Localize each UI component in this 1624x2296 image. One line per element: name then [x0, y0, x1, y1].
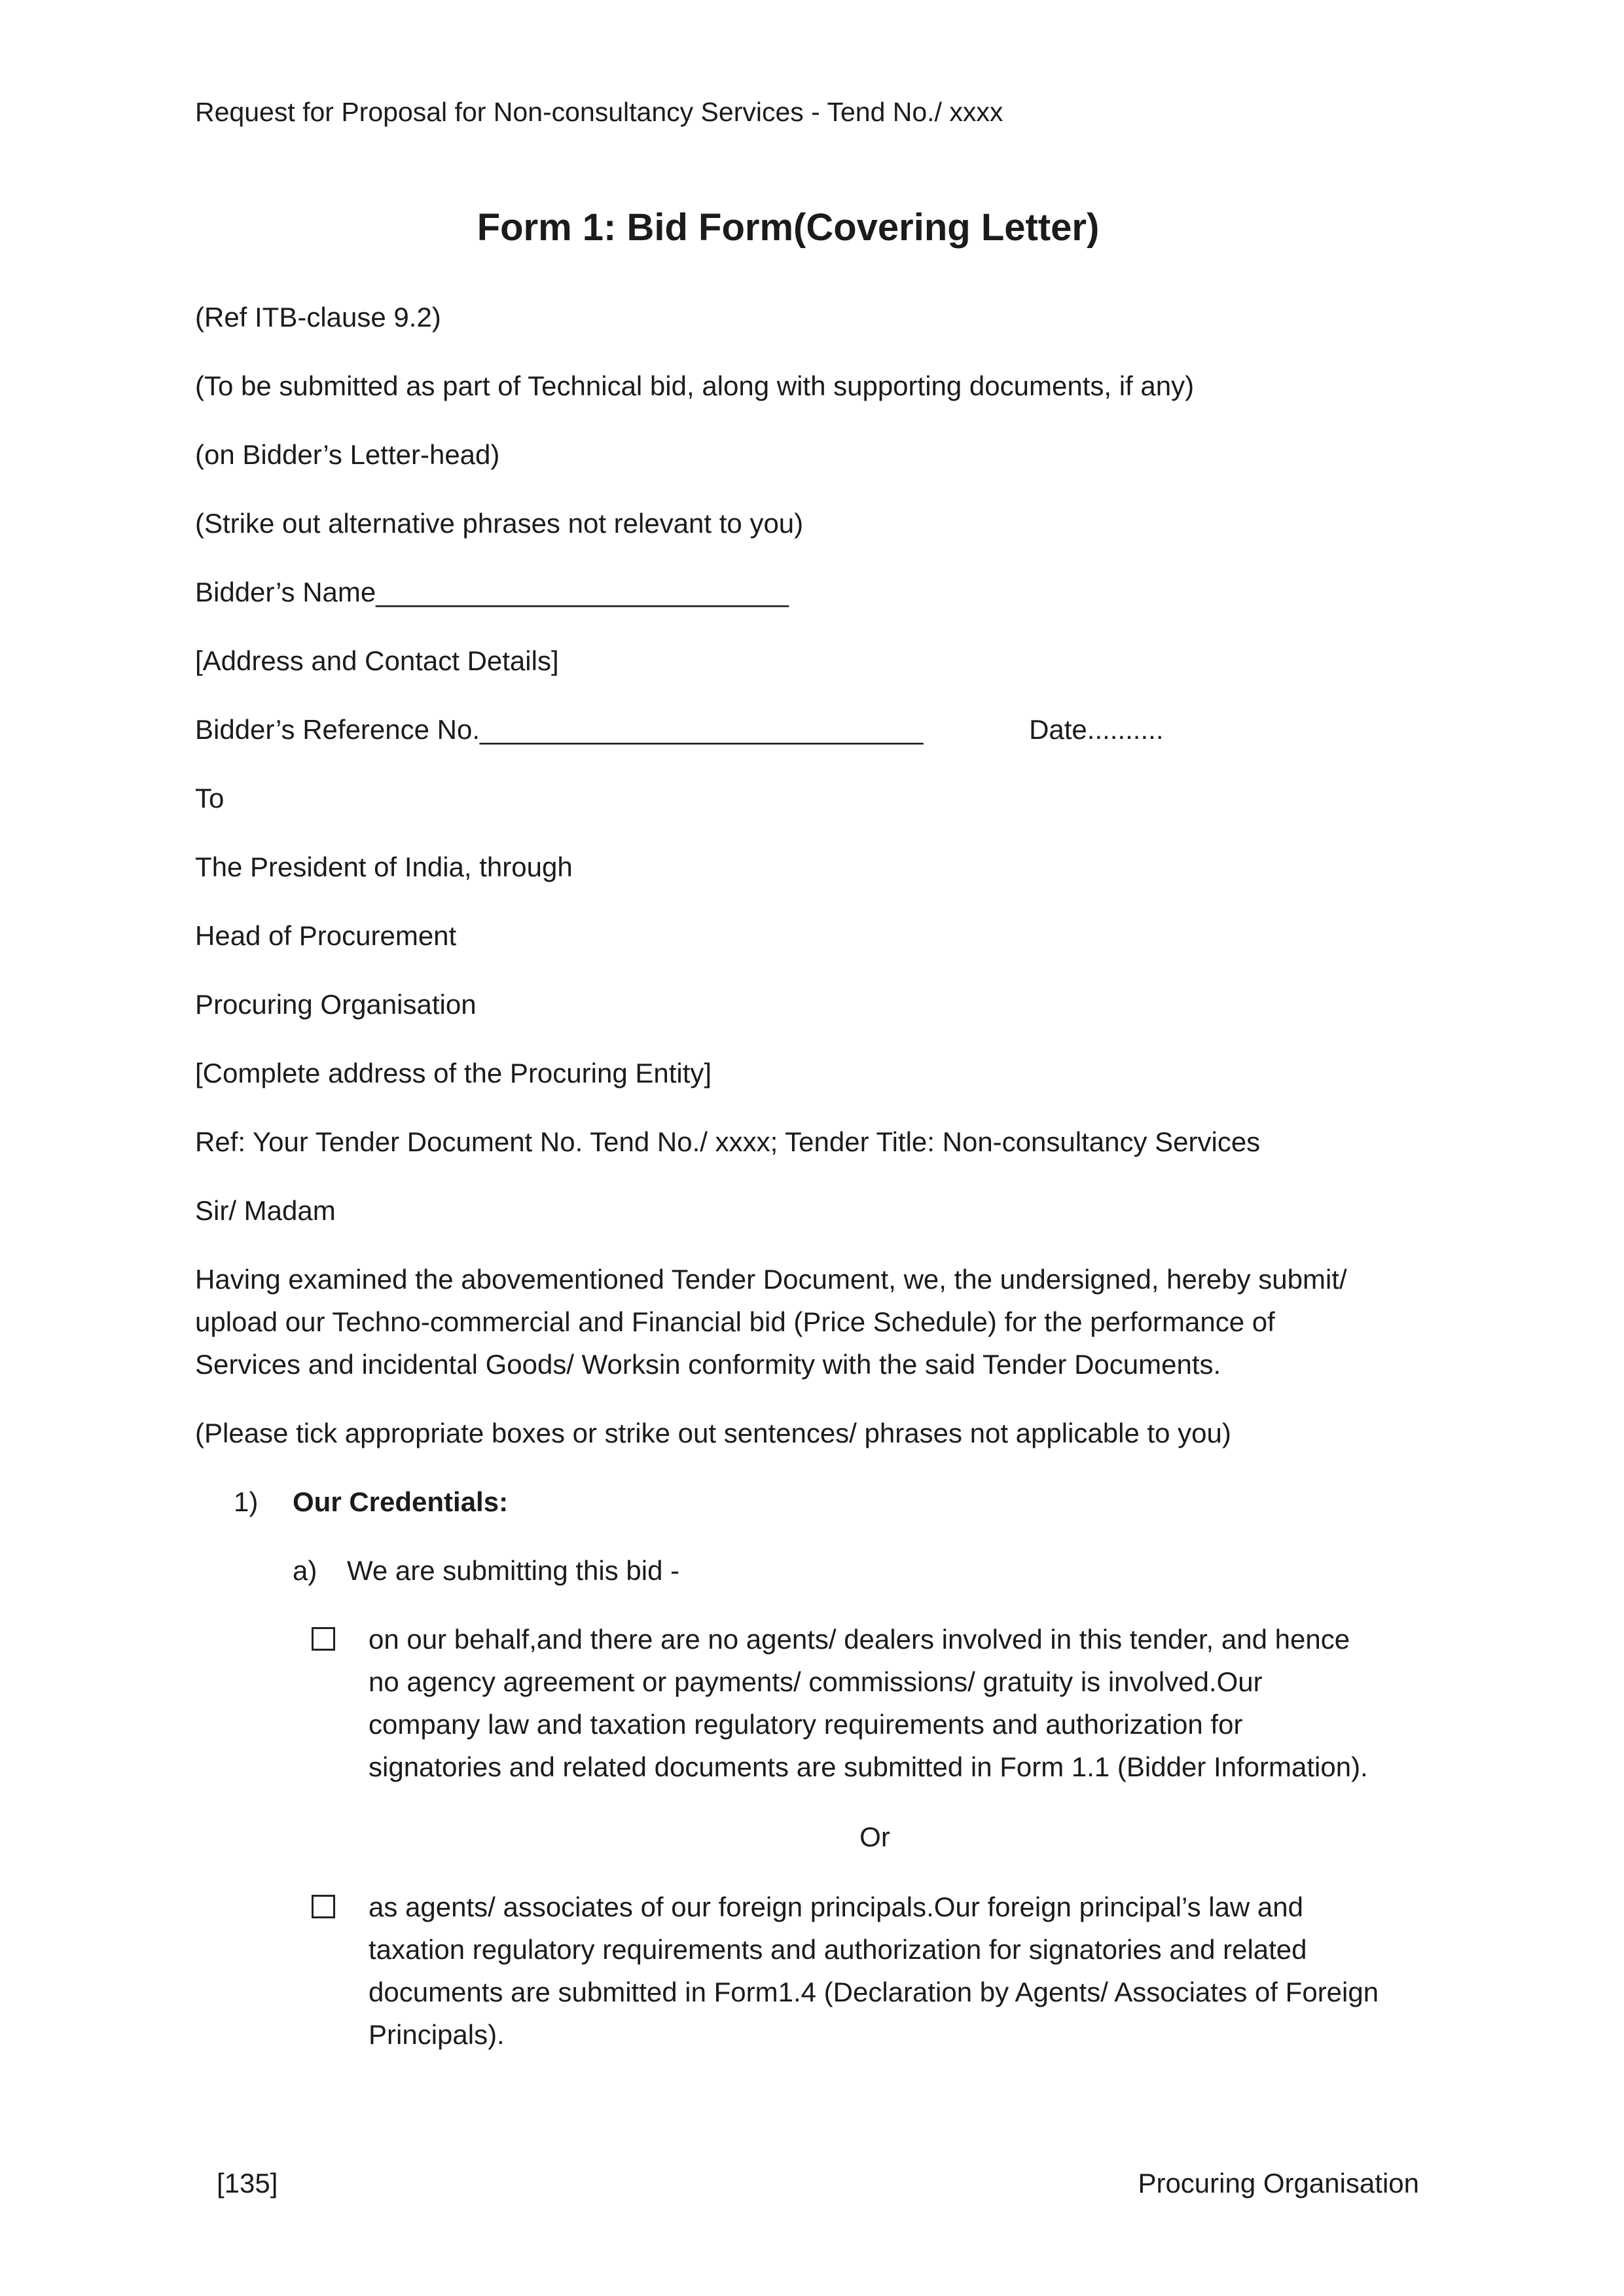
bidder-name-line: Bidder’s Name___________________________: [195, 577, 789, 607]
paragraph-salutation: Sir/ Madam: [195, 1195, 336, 1226]
paragraph-ref-itb: (Ref ITB-clause 9.2): [195, 302, 441, 332]
paragraph-submit-note: (To be submitted as part of Technical bid, along with supporting documents, if any): [195, 370, 1195, 401]
list-item-credentials: [234, 1480, 1381, 1523]
paragraph-letterhead: (on Bidder’s Letter-head): [195, 439, 500, 470]
checkbox-icon: [312, 1627, 335, 1651]
footer-org-name: Procuring Organisation: [1138, 2168, 1419, 2198]
paragraph-president: The President of India, through: [195, 852, 573, 882]
date-field: Date..........: [1029, 714, 1164, 745]
option-foreign-principals-text: as agents/ associates of our foreign principals.Our foreign principal’s law and taxation regulatory requirements and authorization for signatories and related documents are submitted in Form1.4 (Declaration by Agents/ Associates of Foreign Principals).: [369, 1892, 1379, 2050]
list-number: 1): [234, 1486, 259, 1517]
option-foreign-principals: [312, 1886, 1381, 2056]
page-number: [135]: [217, 2168, 278, 2198]
submitting-bid-text: We are submitting this bid -: [347, 1555, 680, 1586]
running-header: Request for Proposal for Non-consultancy Services - Tend No./ xxxx: [195, 97, 1003, 127]
option-own-behalf-text: on our behalf,and there are no agents/ dealers involved in this tender, and hence no agency agreement or payments/ commissions/ gratuity is involved.Our company law and taxation regulatory requirements and authorization for signatories and related documents are submitted in Form 1.1 (Bidder Information).: [369, 1624, 1368, 1782]
list-item-submitting-bid: [293, 1549, 1381, 1592]
paragraph-strike-note: (Strike out alternative phrases not relevant to you): [195, 508, 804, 539]
paragraph-having-examined: Having examined the abovementioned Tender Document, we, the undersigned, hereby submit/ upload our Techno-commercial and Financial bid (Price Schedule) for the performance of Services and incidental Goods/ Worksin conformity with the said Tender Documents.: [195, 1264, 1347, 1380]
paragraph-to: To: [195, 783, 225, 814]
reference-date-line: [195, 708, 1381, 751]
paragraph-tick-note: (Please tick appropriate boxes or strike out sentences/ phrases not applicable to you): [195, 1418, 1231, 1448]
paragraph-procuring-org: Procuring Organisation: [195, 989, 477, 1020]
paragraph-entity-address: [Complete address of the Procuring Entity]: [195, 1058, 712, 1088]
paragraph-head-procurement: Head of Procurement: [195, 920, 457, 951]
paragraph-ref-tender: Ref: Your Tender Document No. Tend No./ xxxx; Tender Title: Non-consultancy Services: [195, 1126, 1261, 1157]
page-content: [195, 95, 1381, 2083]
or-separator: Or: [859, 1821, 890, 1852]
checkbox-icon: [312, 1895, 335, 1918]
credentials-heading: Our Credentials:: [293, 1486, 509, 1517]
option-own-behalf: [312, 1618, 1381, 1788]
bidder-reference-no: Bidder’s Reference No._____________________________: [195, 714, 924, 745]
address-contact-line: [Address and Contact Details]: [195, 645, 559, 676]
form-title: Form 1: Bid Form(Covering Letter): [477, 206, 1100, 249]
list-letter: a): [293, 1555, 317, 1586]
